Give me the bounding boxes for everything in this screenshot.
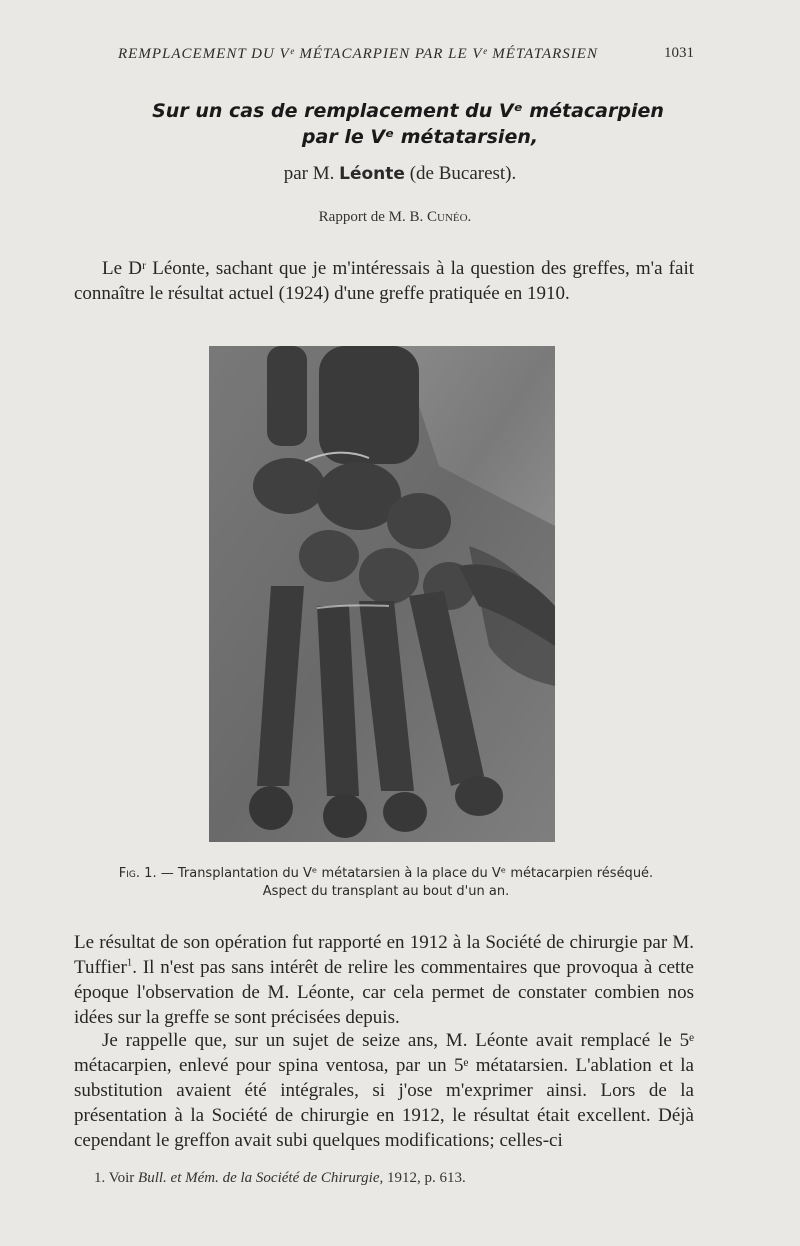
figure-caption-line2: Aspect du transplant au bout d'un an. <box>262 884 510 899</box>
hand-xray-image <box>209 346 555 842</box>
xray-figure <box>209 346 555 842</box>
page-number: 1031 <box>664 45 694 61</box>
author-name: Léonte <box>339 164 405 184</box>
body-paragraph-2: Je rappelle que, sur un sujet de seize ans, M. Léonte avait remplacé le 5ᵉ métacarpien, enlevé pour spina ventosa, par un 5ᵉ métatarsien. L'ablation et la substitution avaient été intégrales, si j'ose m'exprimer ainsi. Lors de la présentation à la Société de chirurgie en 1912, le résultat était excellent. Déjà cependant le greffon avait subi quelques modifications; celles-ci <box>74 1030 694 1151</box>
report-prefix: Rapport de M. B. <box>318 209 424 225</box>
intro-paragraph: Le Dʳ Léonte, sachant que je m'intéressais à la question des greffes, m'a fait connaître le résultat actuel (1924) d'une greffe pratiquée en 1910. <box>74 258 694 304</box>
footnote-number: 1. <box>94 1170 106 1186</box>
byline-suffix: (de Bucarest). <box>409 163 517 184</box>
body-paragraph-1-b: . Il n'est pas sans intérêt de relire les commentaires que provoqua à cette époque l'observation de M. Léonte, car cela permet de constater combien nos idées sur la greffe se sont précisées depuis. <box>74 957 694 1028</box>
byline-prefix: par M. <box>283 163 335 184</box>
body-paragraph-1-a: Le résultat de son opération fut rapporté en 1912 à la Société de chirurgie par M. Tuffier <box>74 932 694 978</box>
byline <box>0 163 800 185</box>
footnote <box>94 1170 466 1187</box>
running-title: REMPLACEMENT DU Vᵉ MÉTACARPIEN PAR LE Vᵉ MÉTATARSIEN <box>118 46 598 62</box>
footnote-journal: Bull. et Mém. de la Société de Chirurgie, <box>138 1170 384 1186</box>
footnote-ref: 1 <box>126 956 133 969</box>
report-line <box>0 209 790 226</box>
footnote-prefix: Voir <box>108 1170 135 1186</box>
figure-label: Fig. 1. <box>118 866 157 881</box>
reporter-name: Cunéo. <box>427 209 472 225</box>
figure-caption-text: — Transplantation du Vᵉ métatarsien à la place du Vᵉ métacarpien réséqué. <box>160 866 654 881</box>
article-title-line2: par le Vᵉ métatarsien, <box>301 126 539 148</box>
body-paragraph-1 <box>74 930 694 1030</box>
footnote-citation: 1912, p. 613. <box>387 1170 466 1186</box>
figure-caption-line1 <box>76 866 696 881</box>
article-title-line1: Sur un cas de remplacement du Vᵉ métacarpien <box>152 100 664 122</box>
